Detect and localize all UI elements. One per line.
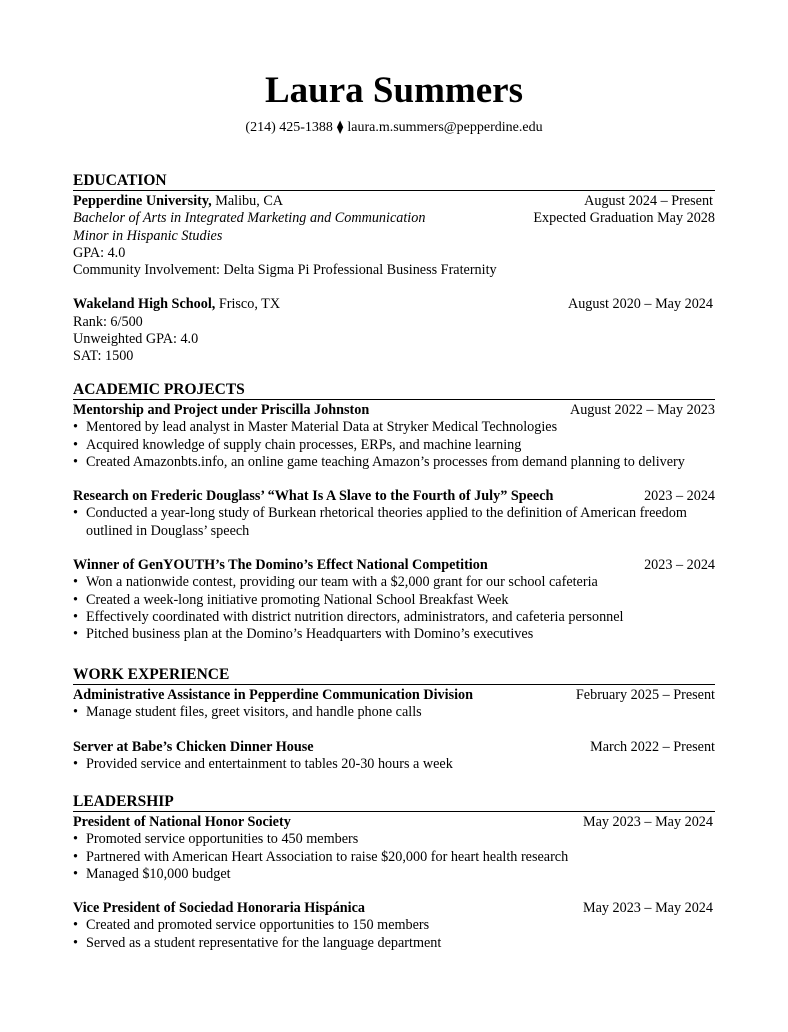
- email-address: laura.m.summers@pepperdine.edu: [347, 120, 543, 135]
- section-title-work: WORK EXPERIENCE: [73, 666, 715, 685]
- bullet-item: • Acquired knowledge of supply chain processes, ERPs, and machine learning: [73, 437, 715, 454]
- degree: Bachelor of Arts in Integrated Marketing and Communication: [73, 210, 426, 227]
- edu-entry-header: [73, 193, 715, 210]
- project-header: [73, 488, 715, 505]
- bullet-list: [73, 831, 715, 883]
- contact-line: [0, 118, 788, 137]
- bullet-item: • Created Amazonbts.info, an online game teaching Amazon’s processes from demand planning to delivery: [73, 454, 715, 471]
- entry-dates: May 2023 – May 2024: [582, 900, 713, 917]
- sat-score: SAT: 1500: [73, 348, 134, 365]
- bullet-list: [73, 505, 715, 540]
- bullet-item: • Provided service and entertainment to tables 20-30 hours a week: [73, 756, 715, 773]
- entry-dates: 2023 – 2024: [644, 488, 715, 505]
- class-rank: Rank: 6/500: [73, 313, 143, 330]
- entry-dates: August 2024 – Present: [584, 193, 713, 209]
- expected-graduation: Expected Graduation May 2028: [533, 210, 715, 227]
- section-title-projects: ACADEMIC PROJECTS: [73, 381, 715, 400]
- school-location: Malibu, CA: [211, 193, 284, 209]
- bullet-list: [73, 574, 715, 643]
- bullet-list: [73, 419, 715, 471]
- minor: Minor in Hispanic Studies: [73, 227, 223, 244]
- bullet-list: [73, 917, 715, 952]
- bullet-item: • Effectively coordinated with district nutrition directors, administrators, and cafeteria personnel: [73, 609, 715, 626]
- education-section: [73, 172, 715, 366]
- community-involvement: Community Involvement: Delta Sigma Pi Professional Business Fraternity: [73, 262, 497, 279]
- bullet-item: • Pitched business plan at the Domino’s Headquarters with Domino’s executives: [73, 626, 715, 643]
- role-header: [73, 900, 715, 917]
- work-section: [73, 666, 715, 773]
- bullet-item: • Manage student files, greet visitors, and handle phone calls: [73, 704, 715, 721]
- job-title: Server at Babe’s Chicken Dinner House: [73, 738, 314, 755]
- role-title: Vice President of Sociedad Honoraria Hispánica: [73, 900, 366, 917]
- entry-dates: May 2023 – May 2024: [582, 814, 713, 830]
- bullet-item: • Promoted service opportunities to 450 members: [73, 831, 715, 848]
- bullet-item: • Conducted a year-long study of Burkean rhetorical theories applied to the definition of American freedom outlined in Douglass’ speech: [73, 505, 715, 540]
- bullet-item: • Created and promoted service opportunities to 150 members: [73, 917, 715, 934]
- school-name: Wakeland High School,: [73, 296, 216, 313]
- school-location: Frisco, TX: [215, 296, 281, 313]
- bullet-item: • Managed $10,000 budget: [73, 866, 715, 883]
- gpa: Unweighted GPA: 4.0: [73, 331, 199, 348]
- job-header: [73, 687, 715, 704]
- bullet-item: • Created a week-long initiative promoting National School Breakfast Week: [73, 592, 715, 609]
- project-title: Winner of GenYOUTH’s The Domino’s Effect National Competition: [73, 557, 488, 574]
- diamond-separator-icon: ⧫: [336, 119, 344, 134]
- bullet-item: • Served as a student representative for the language department: [73, 935, 715, 952]
- bullet-list: [73, 756, 715, 773]
- project-header: [73, 557, 715, 574]
- job-title: Administrative Assistance in Pepperdine Communication Division: [73, 687, 474, 703]
- degree-row: [73, 210, 715, 227]
- entry-dates: February 2025 – Present: [575, 687, 715, 703]
- school-name: Pepperdine University,: [73, 193, 212, 209]
- bullet-item: • Won a nationwide contest, providing our team with a $2,000 grant for our school cafeteria: [73, 574, 715, 591]
- candidate-name: Laura Summers: [265, 70, 523, 111]
- entry-dates: August 2020 – May 2024: [567, 296, 713, 313]
- bullet-list: [73, 704, 715, 721]
- project-title: Mentorship and Project under Priscilla Johnston: [73, 402, 370, 418]
- phone-number: (214) 425-1388: [245, 120, 333, 135]
- job-header: [73, 739, 715, 756]
- gpa: GPA: 4.0: [73, 244, 126, 261]
- leadership-section: [73, 793, 715, 952]
- section-title-leadership: LEADERSHIP: [73, 793, 715, 812]
- entry-dates: 2023 – 2024: [644, 557, 715, 574]
- projects-section: [73, 381, 715, 644]
- edu-entry-header: [73, 296, 715, 313]
- bullet-item: • Mentored by lead analyst in Master Material Data at Stryker Medical Technologies: [73, 419, 715, 436]
- project-header: [73, 402, 715, 419]
- role-header: [73, 814, 715, 831]
- bullet-item: • Partnered with American Heart Association to raise $20,000 for heart health research: [73, 849, 715, 866]
- section-title-education: EDUCATION: [73, 172, 715, 191]
- entry-dates: August 2022 – May 2023: [569, 402, 715, 418]
- role-title: President of National Honor Society: [73, 814, 291, 830]
- entry-dates: March 2022 – Present: [590, 738, 715, 755]
- project-title: Research on Frederic Douglass’ “What Is A Slave to the Fourth of July” Speech: [73, 488, 554, 505]
